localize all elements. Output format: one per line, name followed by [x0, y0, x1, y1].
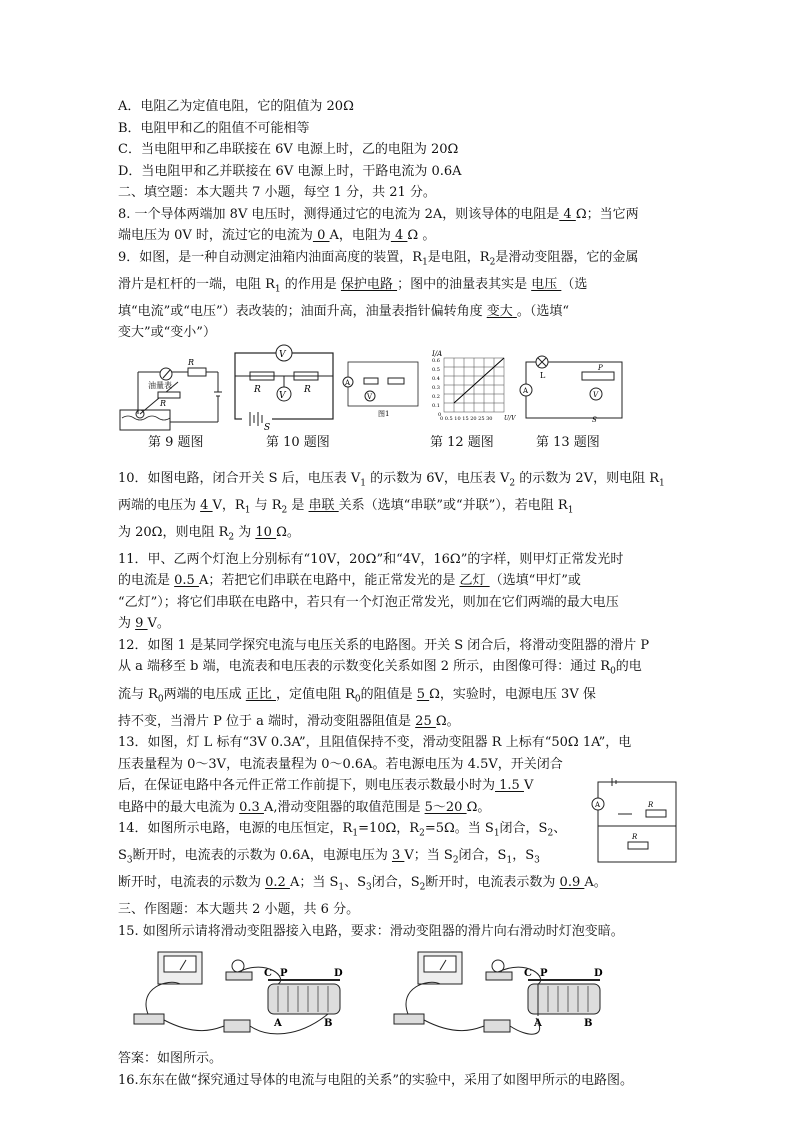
fig12-voltmeter-label: V	[367, 392, 373, 401]
q14-answer-2: 0.2	[265, 875, 290, 891]
svg-text:A: A	[595, 801, 601, 810]
q14-line2: $S_3$断开时，电流表的示数为 0.6A，电源电压为 3 V；当 $S_2$闭合，$S_1$，$S_3$	[118, 848, 540, 866]
svg-text:A: A	[534, 1018, 542, 1030]
svg-text:P: P	[598, 363, 603, 372]
fig10-s-label: S	[264, 422, 271, 433]
svg-text:0.6: 0.6	[432, 357, 440, 364]
svg-text:R: R	[632, 833, 638, 842]
fig12-1-circuit-diagram	[344, 356, 424, 416]
q9-answer-2: 电压	[531, 276, 562, 292]
q8-line2: 端电压为 0V 时，流过它的电流为 0 A，电阻为 4 Ω 。	[118, 228, 436, 243]
figure-row	[118, 348, 680, 466]
svg-text:0.1: 0.1	[432, 402, 440, 409]
q10-answer-3: 10	[255, 524, 277, 540]
fig9-r2-label: R	[160, 398, 167, 408]
answer-line: 答案：如图所示。	[118, 1051, 223, 1067]
fig9-r1-label: R	[188, 357, 195, 367]
q12-answer-3: 25	[415, 713, 436, 729]
svg-text:D: D	[594, 968, 603, 980]
svg-text:A: A	[274, 1018, 282, 1030]
svg-text:B: B	[584, 1018, 593, 1030]
fig12-ia-label: I/A	[432, 349, 443, 358]
q11-answer-2: 乙灯	[459, 573, 490, 589]
q9-line1: 9．如图，是一种自动测定油箱内油面高度的装置，$R_1$是电阻，$R_2$是滑动变阻器，它的金属	[118, 249, 639, 268]
q8-answer-2: 0	[312, 228, 330, 243]
svg-text:0.4: 0.4	[432, 375, 440, 382]
fig13-circuit-diagram	[522, 352, 626, 422]
q15-figures	[118, 946, 680, 1046]
q14-answer-3: 0.9	[559, 875, 585, 891]
fig14-circuit-diagram	[588, 776, 680, 868]
q13-answer-3: 5～20	[424, 799, 467, 815]
q12-line1: 12．如图 1 是某同学探究电流与电压关系的电路图。开关 S 闭合后，将滑动变阻器的滑片 P	[118, 637, 650, 653]
q10-line1: 10．如图电路，闭合开关 S 后，电压表 $V_1$ 的示数为 6V，电压表 $V_2$ 的示数为 2V，则电阻 $R_1$	[118, 470, 665, 489]
q11-line4: 为 9 V。	[118, 616, 170, 632]
fig10-r2-label: R	[304, 384, 311, 395]
q15-text: 15. 如图所示请将滑动变阻器接入电路，要求：滑动变阻器的滑片向右滑动时灯泡变暗。	[118, 923, 624, 939]
svg-text:C: C	[524, 968, 532, 980]
q12-answer-1: 正比	[245, 686, 276, 702]
q13-q14-block	[118, 732, 680, 899]
q13-answer-1: 1.5	[495, 778, 524, 794]
q9-answer-1: 保护电路	[340, 276, 398, 292]
q13-line4: 电路中的最大电流为 0.3 A,滑动变阻器的取值范围是 5～20 Ω。	[118, 799, 491, 815]
section-3-heading: 三、作图题：本大题共 2 小题，共 6 分。	[118, 902, 360, 918]
q11-answer-3: 9	[135, 616, 148, 632]
svg-text:0 0.5 10 15 20 25 30: 0 0.5 10 15 20 25 30	[440, 415, 493, 422]
option-d: D．当电阻甲和乙并联接在 6V 电源上时，干路电流为 0.6A	[118, 163, 462, 179]
q8-answer-1: 4	[559, 206, 576, 222]
q12-answer-2: 5	[416, 686, 430, 702]
q9-line4: 变大”或“变小”）	[118, 325, 216, 341]
q14-answer-1: 3	[391, 848, 405, 864]
q12-line3: 流与 $R_0$两端的电压成 正比 ，定值电阻 $R_0$的阻值是 5 Ω，实验时，电源电压 3V 保	[118, 686, 596, 705]
q13-answer-2: 0.3	[239, 799, 264, 815]
caption-fig12: 第 12 题图	[430, 434, 494, 450]
option-b: B．电阻甲和乙的阻值不可能相等	[118, 120, 310, 136]
q10-answer-1: 4	[200, 497, 213, 513]
svg-text:S: S	[592, 415, 597, 424]
q11-line2: 的电流是 0.5 A；若把它们串联在电路中，能正常发光的是 乙灯 （选填“甲灯”或	[118, 573, 581, 589]
fig10-r1-label: R	[254, 384, 261, 395]
svg-text:0: 0	[438, 411, 442, 418]
fig10-circuit-diagram	[232, 349, 336, 433]
caption-fig9: 第 9 题图	[148, 434, 204, 450]
svg-text:P: P	[280, 968, 288, 980]
exam-page	[118, 96, 680, 1091]
fig12-tu1-label: 图1	[378, 409, 390, 418]
svg-text:D: D	[334, 968, 343, 980]
svg-text:0.3: 0.3	[432, 384, 440, 391]
q15-apparatus-left	[128, 948, 368, 1044]
fig12-2-graph	[430, 348, 520, 422]
fig12-ammeter-label: A	[345, 378, 351, 387]
q14-line3: 断开时，电流表的示数为 0.2 A；当 $S_1$、$S_3$闭合，$S_2$断开时，电流表示数为 0.9 A。	[118, 875, 607, 893]
fig12-uv-label: U/V	[504, 414, 516, 422]
option-c: C．当电阻甲和乙串联接在 6V 电源上时，乙的电阻为 20Ω	[118, 142, 459, 157]
option-a: A．电阻乙为定值电阻，它的阻值为 20Ω	[118, 99, 354, 114]
fig9-oil-meter-label: 油量表	[148, 380, 172, 390]
section-2-heading: 二、填空题：本大题共 7 小题，每空 1 分，共 21 分。	[118, 185, 436, 200]
caption-fig10: 第 10 题图	[266, 434, 330, 450]
q11-line1: 11．甲、乙两个灯泡上分别标有“10V，20Ω”和“4V，16Ω”的字样，则甲灯正常发光时	[118, 551, 624, 567]
svg-text:C: C	[264, 968, 272, 980]
q8-line1: 8. 一个导体两端加 8V 电压时，测得通过它的电流为 2A，则该导体的电阻是 4 Ω；当它两	[118, 206, 639, 222]
q11-line3: “乙灯”）；将它们串联在电路中，若只有一个灯泡正常发光，则加在它们两端的最大电压	[118, 594, 619, 610]
q13-line1: 13．如图，灯 L 标有“3V 0.3A”，且阻值保持不变，滑动变阻器 R 上标有“50Ω 1A”，电	[118, 735, 632, 751]
q8-answer-3: 4	[390, 228, 408, 243]
fig10-v1-label: V	[279, 349, 286, 360]
svg-text:0.5: 0.5	[432, 366, 440, 373]
q12-line2: 从 a 端移至 b 端，电流表和电压表的示数变化关系如图 2 所示，由图像可得：通过 $R_0$的电	[118, 659, 642, 678]
q14-line1: 14．如图所示电路，电源的电压恒定，$R_1=10\Omega$，$R_2=5\Omega$。当 $S_1$闭合，$S_2$、	[118, 821, 567, 839]
fig13-lamp-label: L	[540, 370, 546, 380]
q10-answer-2: 串联	[308, 497, 339, 513]
q13-line3: 后，在保证电路中各元件正常工作前提下，则电压表示数最小时为 1.5 V	[118, 778, 534, 794]
fig9-oil-gauge-diagram	[118, 352, 228, 432]
svg-text:V: V	[593, 390, 599, 399]
svg-text:P: P	[540, 968, 548, 980]
q9-answer-3: 变大	[486, 303, 517, 319]
caption-fig13: 第 13 题图	[536, 434, 600, 450]
q11-answer-1: 0.5	[174, 573, 199, 589]
svg-text:B: B	[324, 1018, 333, 1030]
q9-line3: 填“电流”或“电压”）表改装的；油面升高，油量表指针偏转角度 变大 。（选填“	[118, 303, 570, 319]
svg-text:R: R	[648, 801, 654, 810]
q15-apparatus-right	[388, 948, 628, 1044]
q10-line3: 为 20Ω，则电阻 $R_2$ 为 10 Ω。	[118, 524, 300, 543]
q16-text: 16.东东在做“探究通过导体的电流与电阻的关系”的实验中，采用了如图甲所示的电路图。	[118, 1072, 633, 1088]
fig10-v2-label: V	[279, 390, 286, 401]
q10-line2: 两端的电压为 4 V，$R_1$ 与 $R_2$ 是 串联 关系（选填“串联”或“并联”），若电阻 $R_1$	[118, 497, 574, 516]
svg-text:0.2: 0.2	[432, 393, 440, 400]
q12-line4: 持不变，当滑片 P 位于 a 端时，滑动变阻器阻值是 25 Ω。	[118, 713, 460, 729]
q9-line2: 滑片是杠杆的一端，电阻 $R_1$ 的作用是 保护电路 ；图中的油量表其实是 电压 （选	[118, 276, 588, 295]
q13-line2: 压表量程为 0～3V，电流表量程为 0～0.6A。若电源电压为 4.5V，开关闭合	[118, 756, 563, 772]
svg-text:A: A	[523, 386, 529, 395]
